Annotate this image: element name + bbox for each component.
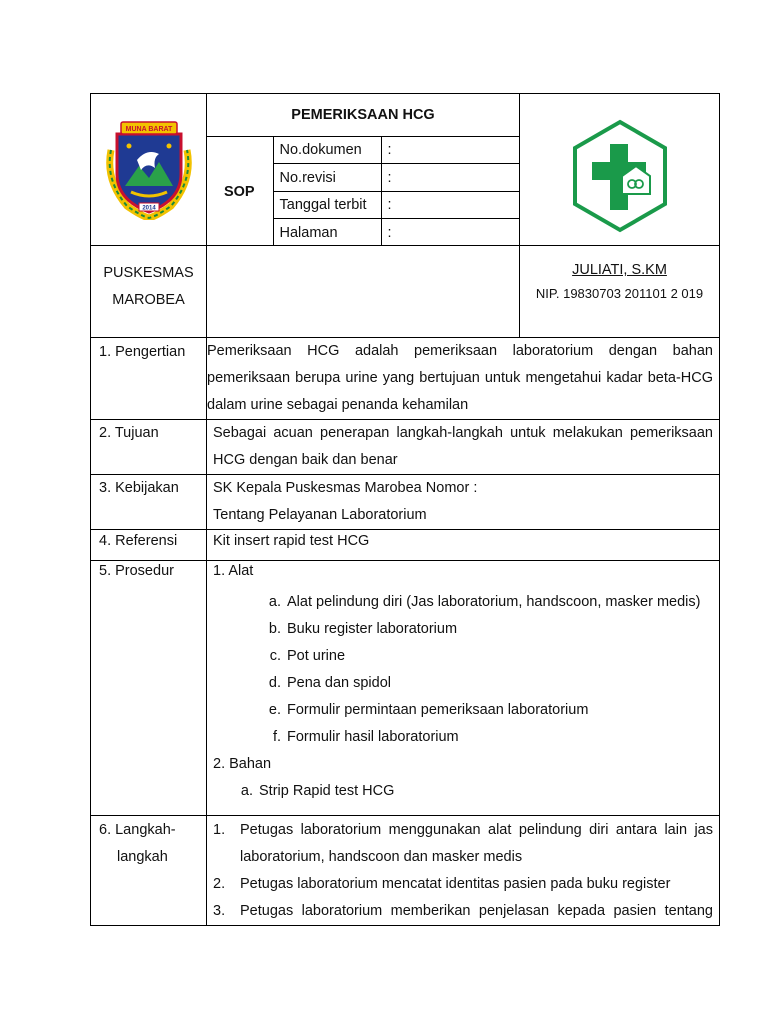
list-item: [213, 589, 713, 616]
list-item: [213, 724, 713, 751]
step-item: [213, 898, 713, 925]
kebijakan-line1: SK Kepala Puskesmas Marobea Nomor :: [213, 480, 478, 496]
referensi-text: Kit insert rapid test HCG: [207, 530, 720, 561]
alat-title: 1. Alat: [213, 563, 254, 579]
document-title: PEMERIKSAAN HCG: [291, 107, 435, 123]
section-prosedur: [91, 561, 720, 816]
section-referensi: [91, 530, 720, 561]
title-cell: [207, 94, 520, 137]
section-label-cell: [91, 816, 207, 926]
doc-row-value: :: [381, 164, 519, 191]
doc-row-label: Tanggal terbit: [273, 191, 381, 218]
bahan-title: 2. Bahan: [213, 756, 272, 772]
org-name-line2: MAROBEA: [112, 292, 185, 308]
list-marker: a.: [240, 783, 253, 799]
section-label: 3. Kebijakan: [91, 475, 207, 530]
section-label: 2. Tujuan: [91, 420, 207, 475]
section-body: [207, 475, 720, 530]
section-kebijakan: [91, 475, 720, 530]
step-number: 3.: [213, 903, 226, 919]
org-name-cell: [91, 246, 207, 338]
blank-cell: [207, 246, 520, 338]
section-body: [207, 338, 720, 420]
step-text: Petugas laboratorium menggunakan alat pelindung diri antara lain jas: [240, 822, 713, 838]
doc-row-label: No.revisi: [273, 164, 381, 191]
section-body: [207, 816, 720, 926]
step-text: Petugas laboratorium memberikan penjelasan kepada pasien tentang: [240, 903, 713, 919]
step-text: Petugas laboratorium mencatat identitas pasien pada buku register: [240, 876, 671, 892]
list-marker: c.: [269, 648, 281, 664]
list-item: [213, 670, 713, 697]
sop-label-cell: [206, 137, 273, 247]
list-text: Formulir permintaan pemeriksaan laboratorium: [287, 702, 589, 718]
signatory-cell: [520, 246, 720, 338]
section-body: [207, 561, 720, 816]
list-item: [213, 643, 713, 670]
doc-row-value: :: [381, 137, 519, 164]
alat-list: [213, 589, 713, 751]
list-item: [213, 778, 713, 805]
list-item: [213, 697, 713, 724]
doc-info-table: [206, 136, 519, 246]
list-text: Formulir hasil laboratorium: [287, 729, 459, 745]
doc-row-value: :: [381, 191, 519, 218]
pengertian-text: Pemeriksaan HCG adalah pemeriksaan laboratorium dengan bahan pemeriksaan berupa urine yang bertujuan untuk mengetahui kadar beta-HCG dalam urine sebagai penanda kehamilan: [207, 343, 713, 413]
section-langkah: [91, 816, 720, 926]
doc-row-label: Halaman: [273, 219, 381, 246]
section-tujuan: [91, 420, 720, 475]
seal-year-text: 2014: [142, 205, 156, 212]
signatory-nip: NIP. 19830703 201101 2 019: [535, 286, 704, 301]
step-item: [213, 871, 713, 898]
list-text: Buku register laboratorium: [287, 621, 458, 637]
section-pengertian: [91, 338, 720, 420]
section-label: 4. Referensi: [91, 530, 207, 561]
content-table: [90, 337, 720, 926]
list-marker: a.: [268, 594, 281, 610]
langkah-label-line2: langkah: [117, 849, 168, 865]
kebijakan-line2: Tentang Pelayanan Laboratorium: [213, 507, 427, 523]
step-item: [213, 817, 713, 871]
list-text: Pot urine: [287, 648, 346, 664]
section-label: 1. Pengertian: [91, 338, 207, 420]
signatory-name: JULIATI, S.KM: [572, 262, 667, 278]
puskesmas-logo: [570, 118, 670, 234]
langkah-label-line1: 6. Langkah-: [99, 822, 176, 838]
sop-label: SOP: [223, 183, 255, 200]
list-text: Alat pelindung diri (Jas laboratorium, handscoon, masker medis): [287, 594, 701, 610]
doc-row-label: No.dokumen: [273, 137, 381, 164]
doc-row-value: :: [381, 219, 519, 246]
left-logo-cell: [91, 94, 207, 246]
org-name-line1: PUSKESMAS: [103, 265, 194, 281]
step-text-cont: laboratorium, handscoon dan masker medis: [240, 849, 523, 865]
bahan-list: [213, 778, 713, 805]
list-marker: f.: [272, 729, 281, 745]
doc-info-cell: [207, 137, 520, 246]
list-item: [213, 616, 713, 643]
seal-banner-text: MUNA BARAT: [125, 126, 173, 133]
tujuan-text: Sebagai acuan penerapan langkah-langkah untuk melakukan pemeriksaan HCG dengan baik dan benar: [213, 425, 713, 468]
step-number: 1.: [213, 822, 226, 838]
list-marker: e.: [268, 702, 281, 718]
section-label: 5. Prosedur: [91, 561, 207, 816]
regency-seal-logo: [101, 120, 197, 220]
section-body: [207, 420, 720, 475]
list-text: Pena dan spidol: [287, 675, 391, 691]
list-text: Strip Rapid test HCG: [259, 783, 395, 799]
list-marker: b.: [268, 621, 281, 637]
right-logo-cell: [520, 94, 720, 246]
org-row-table: [90, 245, 720, 338]
list-marker: d.: [268, 675, 281, 691]
step-number: 2.: [213, 876, 226, 892]
header-table: [90, 93, 720, 246]
